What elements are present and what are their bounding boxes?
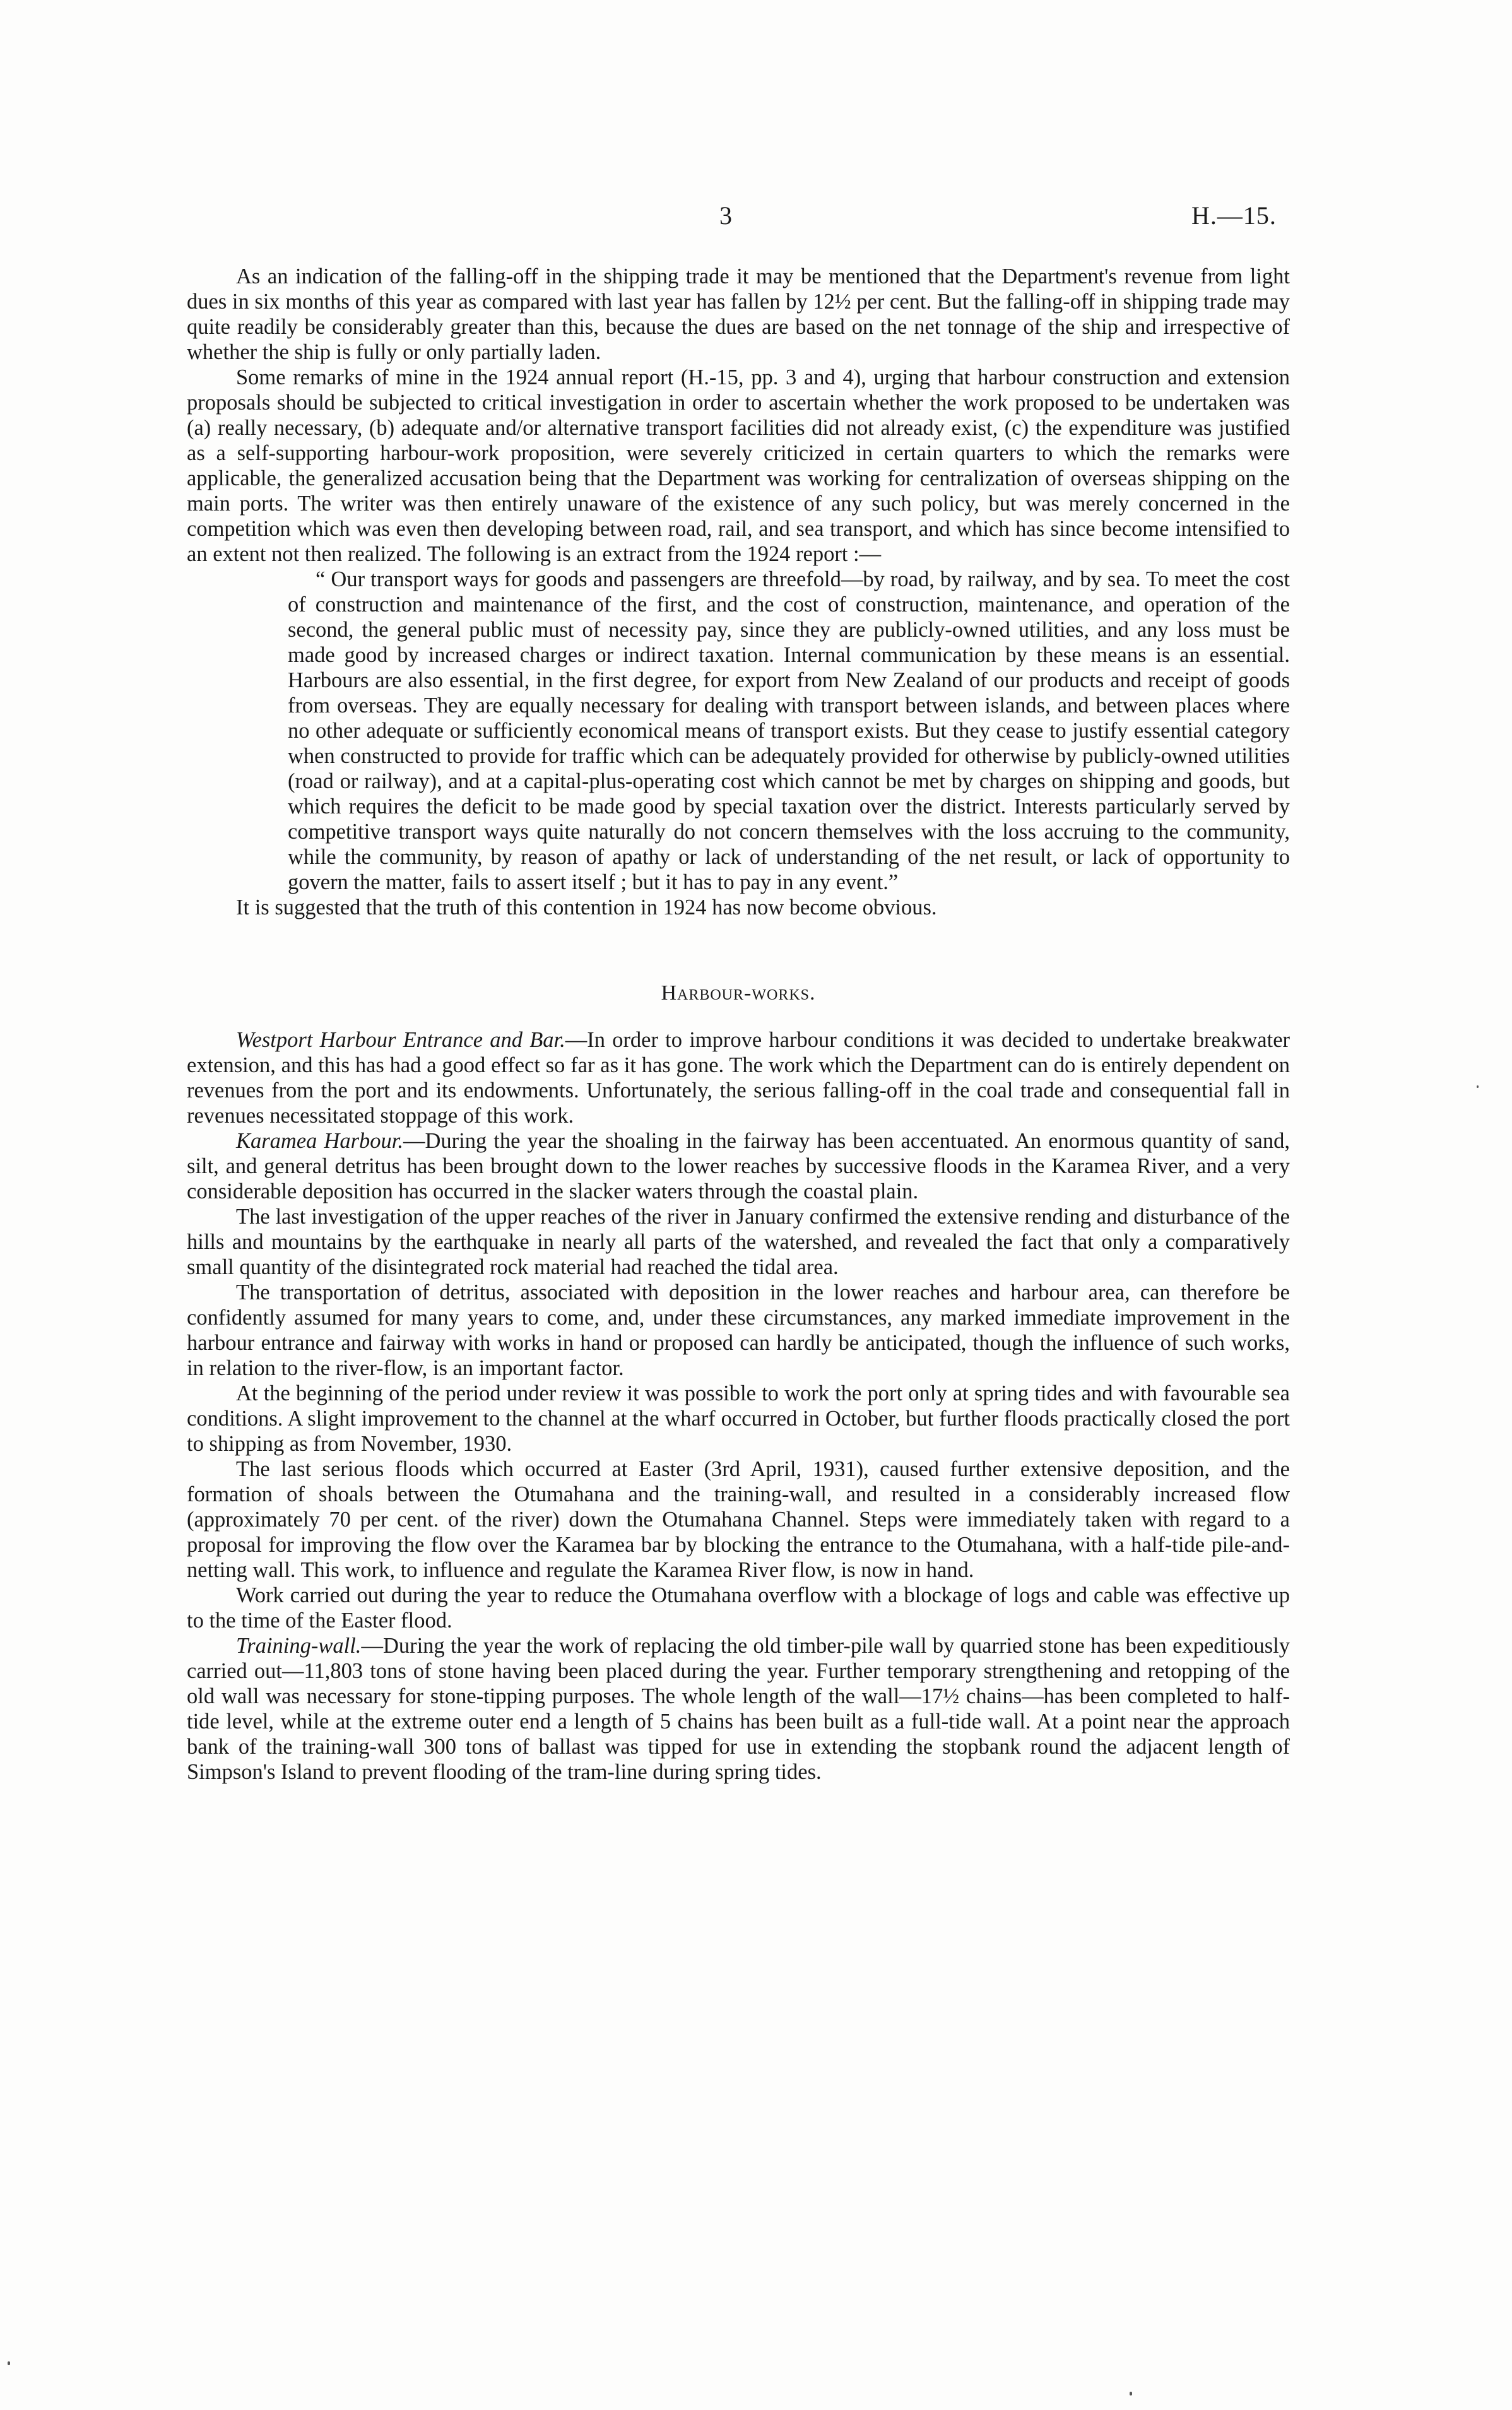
scan-speck [1477, 1085, 1479, 1088]
document-body [187, 264, 1290, 1785]
karamea-paragraph-6: Work carried out during the year to reduce the Otumahana overflow with a blockage of logs and cable was effective up to the time of the Easter flood. [187, 1583, 1290, 1633]
karamea-text: —During the year the shoaling in the fairway has been accentuated. An enormous quantity of sand, silt, and general detritus has been brought down to the lower reaches by successive floods in the Karamea River, and a very considerable deposition has occurred in the slacker waters through the coastal plain. [187, 1129, 1290, 1203]
westport-title: Westport Harbour Entrance and Bar. [236, 1028, 565, 1052]
scan-speck [1130, 2392, 1132, 2395]
karamea-title: Karamea Harbour. [236, 1129, 404, 1153]
training-wall-paragraph [187, 1633, 1290, 1785]
karamea-paragraph-5: The last serious floods which occurred at Easter (3rd April, 1931), caused further extensive deposition, and the formation of shoals between the Otumahana and the training-wall, and resulted in a considerably increased flow (approximately 70 per cent. of the river) down the Otumahana Channel. Steps were immediately taken with regard to a proposal for improving the flow over the Karamea bar by blocking the entrance to the Otumahana, with a half-tide pile-and-netting wall. This work, to influence and regulate the Karamea River flow, is now in hand. [187, 1457, 1290, 1582]
after-quote-paragraph: It is suggested that the truth of this contention in 1924 has now become obvious. [236, 895, 937, 919]
section-heading-text: Harbour-works. [661, 981, 816, 1005]
westport-text: —In order to improve harbour conditions it was decided to undertake breakwater extension, and this has had a good effect so far as it has gone. The work which the Department can do is entirely dependent on revenues from the port and its endowments. Unfortunately, the serious falling-off in the coal trade and consequential fall in revenues necessitated stoppage of this work. [187, 1028, 1291, 1128]
intro-paragraph-1: As an indication of the falling-off in the shipping trade it may be mentioned that the Department's revenue from light dues in six months of this year as compared with last year has fallen by 12½ per cent. But the falling-off in shipping trade may quite readily be considerably greater than this, because the dues are based on the net tonnage of the ship and irrespective of whether the ship is fully or only partially laden. [187, 264, 1290, 364]
westport-paragraph [187, 1027, 1290, 1128]
training-wall-text: —During the year the work of replacing the old timber-pile wall by quarried stone has been expeditiously carried out—11,803 tons of stone having been placed during the year. Further temporary strengthening and retopping of the old wall was necessary for stone-tipping purposes. The whole length of the wall—17½ chains—has been completed to half-tide level, while at the extreme outer end a length of 5 chains has been built as a full-tide wall. At a point near the approach bank of the training-wall 300 tons of ballast was tipped for use in extending the stopbank round the adjacent length of Simpson's Island to prevent flooding of the tram-line during spring tides. [187, 1634, 1290, 1784]
training-wall-title: Training-wall. [236, 1634, 362, 1658]
quote-text: “ Our transport ways for goods and passengers are threefold—by road, by railway, and by sea. To meet the cost of construction and maintenance of the first, and the cost of construction, maintenance, and operation of the second, the general public must of necessity pay, since they are publicly-owned utilities, and any loss must be made good by increased charges or indirect taxation. Internal communication by these means is an essential. Harbours are also essential, in the first degree, for export from New Zealand of our products and receipt of goods from overseas. They are equally necessary for dealing with transport between islands, and between places where no other adequate or sufficiently economical means of transport exists. But they cease to justify essential category when constructed to provide for traffic which can be adequately provided for otherwise by publicly-owned utilities (road or railway), and at a capital-plus-operating cost which cannot be met by charges on shipping and goods, but which requires the deficit to be made good by special taxation over the district. Interests particularly served by competitive transport ways quite naturally do not concern themselves with the loss accruing to the community, while the community, by reason of apathy or lack of understanding of the net result, or lack of opportunity to govern the matter, fails to assert itself ; but it has to pay in any event.” [288, 567, 1290, 894]
intro-paragraph-2: Some remarks of mine in the 1924 annual report (H.-15, pp. 3 and 4), urging that harbour construction and extension proposals should be subjected to critical investigation in order to ascertain whether the work proposed to be undertaken was (a) really necessary, (b) adequate and/or alternative transport facilities did not already exist, (c) the expenditure was justified as a self-supporting harbour-work proposition, were severely criticized in certain quarters to which the remarks were applicable, the generalized accusation being that the Department was working for centralization of overseas shipping on the main ports. The writer was then entirely unaware of the existence of any such policy, but was merely concerned in the competition which was even then developing between road, rail, and sea transport, and which has since become intensified to an extent not then realized. The following is an extract from the 1924 report :— [187, 365, 1290, 566]
karamea-paragraph [187, 1128, 1290, 1204]
page-number: 3 [719, 201, 732, 230]
karamea-paragraph-3: The transportation of detritus, associated with deposition in the lower reaches and harbour area, can therefore be confidently assumed for many years to come, and, under these circumstances, any marked immediate improvement in the harbour entrance and fairway with works in hand or proposed can hardly be anticipated, though the influence of such works, in relation to the river-flow, is an important factor. [187, 1280, 1290, 1380]
karamea-paragraph-4: At the beginning of the period under review it was possible to work the port only at spring tides and with favourable sea conditions. A slight improvement to the channel at the wharf occurred in October, but further floods practically closed the port to shipping as from November, 1930. [187, 1381, 1290, 1456]
karamea-paragraph-2: The last investigation of the upper reaches of the river in January confirmed the extensive rending and disturbance of the hills and mountains by the earthquake in nearly all parts of the watershed, and revealed the fact that only a comparatively small quantity of the disintegrated rock material had reached the tidal area. [187, 1205, 1290, 1279]
scan-speck [8, 2361, 10, 2365]
section-heading [187, 981, 1290, 1006]
block-quote [288, 567, 1290, 895]
document-reference: H.—15. [1191, 201, 1277, 230]
